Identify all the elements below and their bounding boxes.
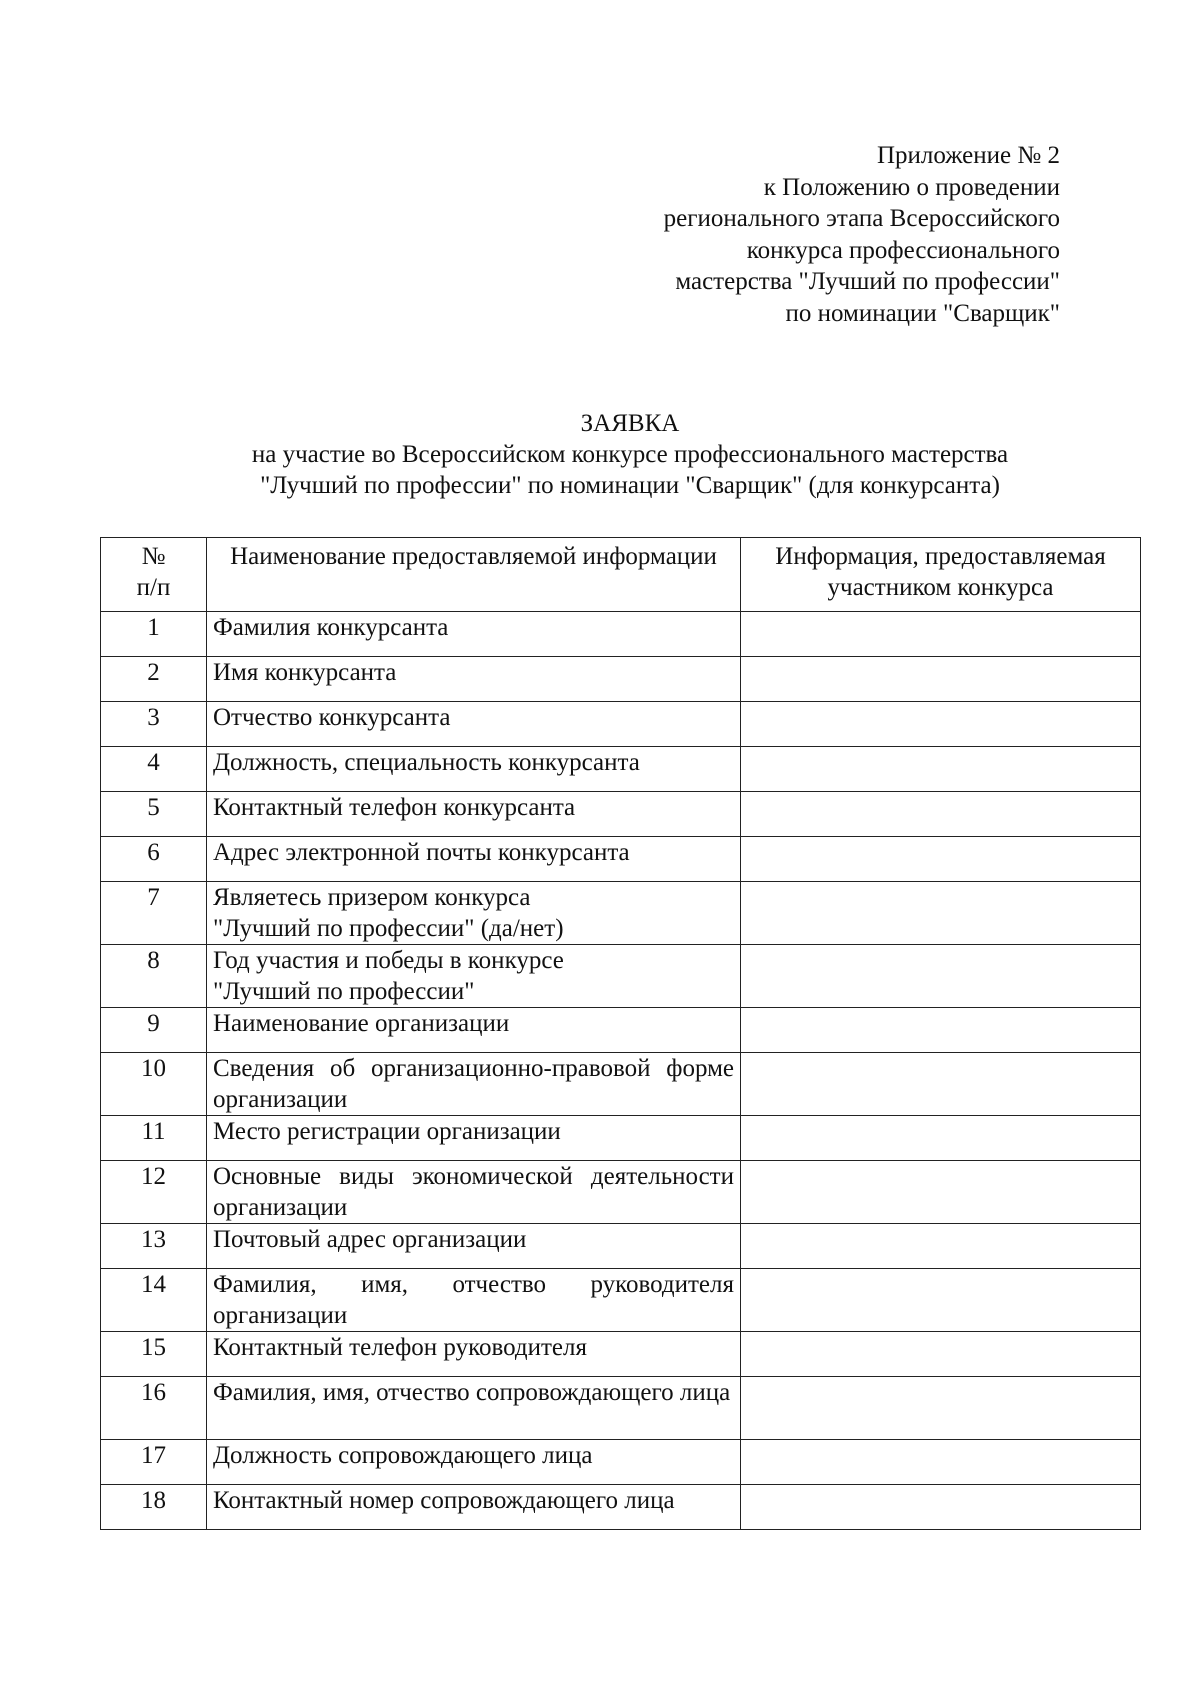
title-heading: ЗАЯВКА <box>580 410 680 437</box>
table-row <box>101 792 1141 837</box>
table-row <box>101 1440 1141 1485</box>
answer-cell[interactable] <box>741 792 1141 837</box>
answer-cell[interactable] <box>741 1377 1141 1440</box>
title-line: "Лучший по профессии" по номинации "Сварщик" (для конкурсанта) <box>260 472 1000 499</box>
answer-cell[interactable] <box>741 657 1141 702</box>
table-header-row <box>101 538 1141 612</box>
table-row <box>101 1332 1141 1377</box>
appendix-line: регионального этапа Всероссийского <box>663 205 1060 232</box>
row-number: 3 <box>101 702 207 747</box>
table-row <box>101 612 1141 657</box>
row-label: Контактный номер сопровождающего лица <box>207 1485 741 1530</box>
header-number <box>101 538 207 612</box>
answer-cell[interactable] <box>741 945 1141 1008</box>
row-label: Фамилия конкурсанта <box>207 612 741 657</box>
table-row <box>101 1224 1141 1269</box>
table-row <box>101 1053 1141 1116</box>
row-number: 17 <box>101 1440 207 1485</box>
table-row <box>101 1377 1141 1440</box>
table-row <box>101 747 1141 792</box>
row-label: Адрес электронной почты конкурсанта <box>207 837 741 882</box>
row-number: 14 <box>101 1269 207 1332</box>
row-number: 4 <box>101 747 207 792</box>
row-label: Имя конкурсанта <box>207 657 741 702</box>
row-label: Место регистрации организации <box>207 1116 741 1161</box>
row-number: 9 <box>101 1008 207 1053</box>
table-row <box>101 1269 1141 1332</box>
table-row <box>101 657 1141 702</box>
row-label: Контактный телефон конкурсанта <box>207 792 741 837</box>
row-number: 10 <box>101 1053 207 1116</box>
table-row <box>101 1161 1141 1224</box>
row-number: 2 <box>101 657 207 702</box>
header-number-sign: № <box>141 543 166 570</box>
table-row <box>101 882 1141 945</box>
row-label: Основные виды экономической деятельности организации <box>207 1161 741 1224</box>
answer-cell[interactable] <box>741 837 1141 882</box>
header-name: Наименование предоставляемой информации <box>207 538 741 612</box>
answer-cell[interactable] <box>741 702 1141 747</box>
row-label: Фамилия, имя, отчество руководителя организации <box>207 1269 741 1332</box>
row-label: Должность, специальность конкурсанта <box>207 747 741 792</box>
appendix-line: к Положению о проведении <box>763 173 1060 201</box>
appendix-line: по номинации "Сварщик" <box>785 299 1060 327</box>
row-number: 11 <box>101 1116 207 1161</box>
answer-cell[interactable] <box>741 1008 1141 1053</box>
row-number: 1 <box>101 612 207 657</box>
header-number-abbr: п/п <box>136 574 171 601</box>
row-label: Почтовый адрес организации <box>207 1224 741 1269</box>
row-label-line: Год участия и победы в конкурсе <box>213 947 564 974</box>
appendix-block <box>540 140 1060 329</box>
answer-cell[interactable] <box>741 1485 1141 1530</box>
title-line: на участие во Всероссийском конкурсе профессионального мастерства <box>251 441 1009 468</box>
row-label: Отчество конкурсанта <box>207 702 741 747</box>
application-form-table <box>100 537 1141 1530</box>
row-label-line: "Лучший по профессии" <box>213 978 475 1005</box>
row-label: Контактный телефон руководителя <box>207 1332 741 1377</box>
row-label <box>207 882 741 945</box>
appendix-line: конкурса профессионального <box>746 236 1060 264</box>
row-number: 18 <box>101 1485 207 1530</box>
answer-cell[interactable] <box>741 1161 1141 1224</box>
row-label-line: Являетесь призером конкурса <box>213 884 531 911</box>
answer-cell[interactable] <box>741 1224 1141 1269</box>
row-number: 5 <box>101 792 207 837</box>
table-row <box>101 837 1141 882</box>
row-label: Сведения об организационно-правовой форме организации <box>207 1053 741 1116</box>
row-label: Фамилия, имя, отчество сопровождающего лица <box>207 1377 741 1440</box>
table-row <box>101 1485 1141 1530</box>
answer-cell[interactable] <box>741 1332 1141 1377</box>
row-number: 12 <box>101 1161 207 1224</box>
row-number: 16 <box>101 1377 207 1440</box>
answer-cell[interactable] <box>741 612 1141 657</box>
row-label-line: "Лучший по профессии" (да/нет) <box>213 915 564 942</box>
answer-cell[interactable] <box>741 1440 1141 1485</box>
table-row <box>101 702 1141 747</box>
row-label: Наименование организации <box>207 1008 741 1053</box>
appendix-line: Приложение № 2 <box>876 142 1060 169</box>
row-number: 7 <box>101 882 207 945</box>
row-number: 8 <box>101 945 207 1008</box>
appendix-line: мастерства "Лучший по профессии" <box>675 268 1060 295</box>
answer-cell[interactable] <box>741 1053 1141 1116</box>
answer-cell[interactable] <box>741 1269 1141 1332</box>
row-label <box>207 945 741 1008</box>
row-number: 13 <box>101 1224 207 1269</box>
table-row <box>101 1008 1141 1053</box>
header-info: Информация, предоставляемая участником конкурса <box>741 538 1141 612</box>
row-number: 6 <box>101 837 207 882</box>
answer-cell[interactable] <box>741 1116 1141 1161</box>
answer-cell[interactable] <box>741 882 1141 945</box>
application-title <box>0 408 1200 501</box>
table-row <box>101 1116 1141 1161</box>
answer-cell[interactable] <box>741 747 1141 792</box>
table-row <box>101 945 1141 1008</box>
row-number: 15 <box>101 1332 207 1377</box>
row-label: Должность сопровождающего лица <box>207 1440 741 1485</box>
